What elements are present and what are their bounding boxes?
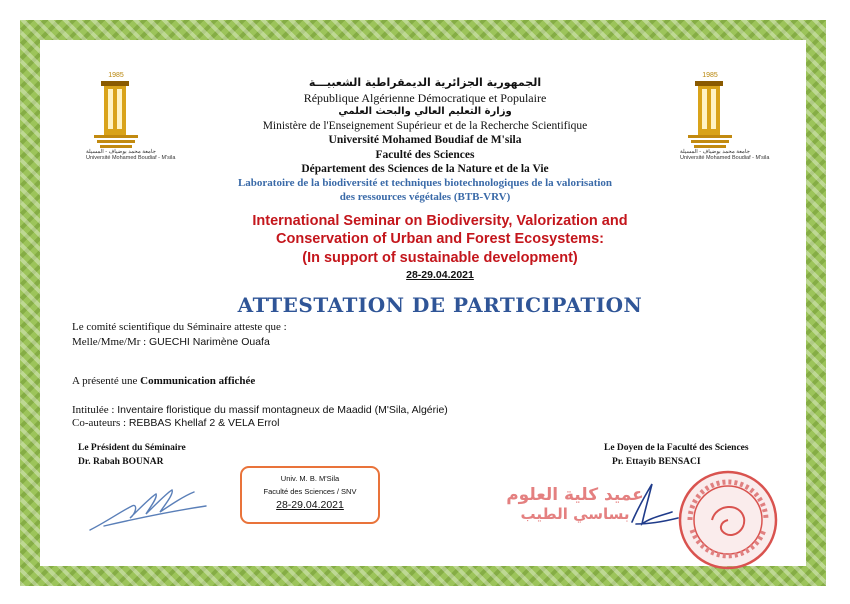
- seminar-title-line-2: Conservation of Urban and Forest Ecosystems:: [276, 231, 604, 247]
- communication-title: Inventaire floristique du massif montagneux de Maadid (M'Sila, Algérie): [117, 404, 448, 416]
- attestation-title: ATTESTATION DE PARTICIPATION: [237, 293, 643, 317]
- coauthors-names: REBBAS Khellaf 2 & VELA Errol: [128, 417, 280, 429]
- stamp-date: 28-29.04.2021: [276, 499, 344, 511]
- official-stamp-box: [240, 466, 380, 524]
- logo-caption-fr: Université Mohamed Boudiaf - M'sila: [86, 155, 176, 161]
- logo-caption-ar: جامعة محمد بوضياف - المسيلة: [86, 149, 156, 155]
- lab-line-2: des ressources végétales (BTB-VRV): [339, 191, 511, 203]
- dean-signature: [622, 478, 682, 532]
- university-name: Université Mohamed Boudiaf de M'sila: [328, 134, 522, 146]
- lab-line-1: Laboratoire de la biodiversité et techniques biotechnologiques de la valorisation: [237, 177, 613, 189]
- right-signatory-name: Pr. Ettayib BENSACI: [612, 457, 701, 467]
- participant-label: Melle/Mme/Mr :: [72, 336, 147, 348]
- coauthors-line: [72, 417, 279, 429]
- seminar-title-line-1: International Seminar on Biodiversity, Valorization and: [252, 213, 628, 229]
- presented-prefix: A présenté une: [72, 375, 138, 387]
- seminar-date: 28-29.04.2021: [406, 269, 474, 281]
- dean-stamp-name: بساسي الطيب: [520, 505, 630, 523]
- title-line: [72, 404, 448, 416]
- seminar-title-line-3: (In support of sustainable development): [302, 250, 578, 266]
- title-label: Intitulée :: [72, 404, 115, 416]
- dean-stamp-title: عميد كلية العلوم: [506, 485, 644, 505]
- faculty-name: Faculté des Sciences: [375, 149, 475, 161]
- logo-caption-fr: Université Mohamed Boudiaf - M'sila: [680, 155, 770, 161]
- tower-icon: [86, 79, 146, 149]
- right-signatory-role: Le Doyen de la Faculté des Sciences: [604, 443, 749, 453]
- university-logo-left: [86, 72, 176, 161]
- committee-statement: Le comité scientifique du Séminaire atteste que :: [72, 321, 287, 333]
- coauthors-label: Co-auteurs :: [72, 417, 127, 429]
- left-signatory-role: Le Président du Séminaire: [78, 443, 186, 453]
- presentation-type: Communication affichée: [140, 375, 256, 387]
- stamp-faculty: Faculté des Sciences / SNV: [263, 487, 357, 496]
- logo-year: 1985: [108, 72, 124, 79]
- left-signatory-name: Dr. Rabah BOUNAR: [78, 457, 164, 467]
- president-signature: [86, 484, 212, 536]
- logo-year: 1985: [702, 72, 718, 79]
- presentation-line: [72, 375, 255, 387]
- participant-name: GUECHI Narimène Ouafa: [149, 336, 270, 348]
- department-name: Département des Sciences de la Nature et de la Vie: [301, 163, 549, 175]
- logo-caption-ar: جامعة محمد بوضياف - المسيلة: [680, 149, 750, 155]
- stamp-university: Univ. M. B. M'Sila: [280, 474, 340, 483]
- ministry-ar: وزارة التعليم العالي والبحث العلمي: [338, 106, 512, 117]
- round-seal-icon: [676, 468, 780, 572]
- republic-ar: الجمهورية الجزائرية الديمقراطية الشعبيـــة: [308, 76, 542, 89]
- republic-fr: République Algérienne Démocratique et Populaire: [303, 91, 547, 105]
- ministry-fr: Ministère de l'Enseignement Supérieur et de la Recherche Scientifique: [262, 120, 588, 132]
- participant-line: [72, 336, 270, 348]
